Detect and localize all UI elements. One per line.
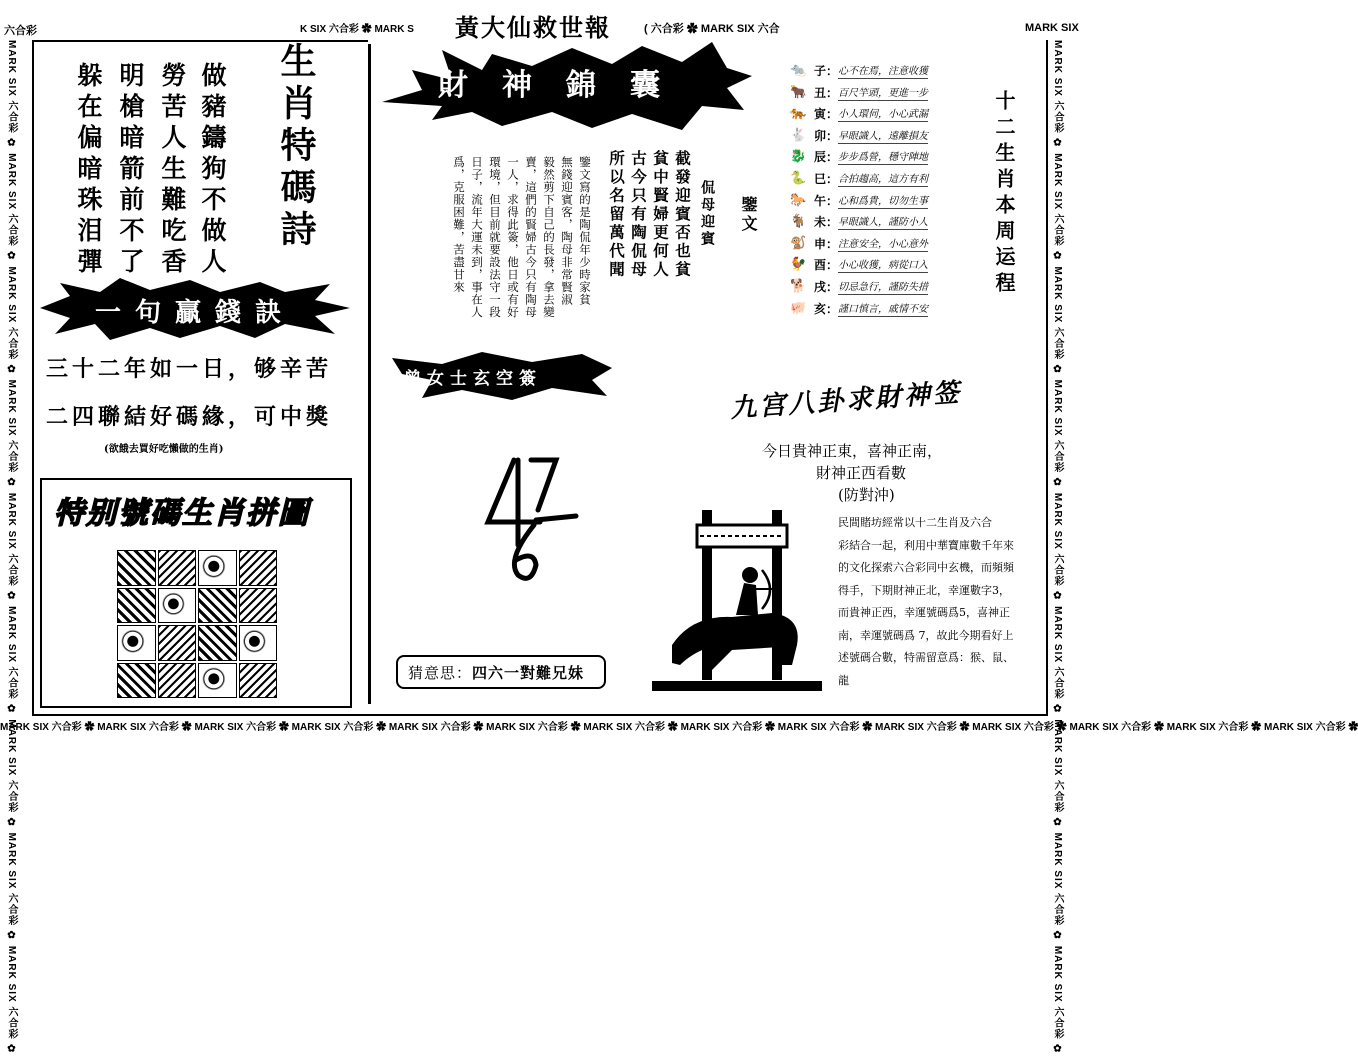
puzzle-tile xyxy=(158,588,197,624)
zodiac-animal-icon: 🐓 xyxy=(790,257,807,273)
fortune-animal: 丑： xyxy=(814,85,839,100)
explain-line-1: 鑒文寫的是陶侃年少時家貧 xyxy=(578,156,592,306)
today-gods-line-1: 今日貴神正東，喜神正南， xyxy=(762,442,943,460)
top-mark-strip-text: K SIX 六合彩 ✿ MARK S xyxy=(300,24,414,35)
fortune-text: 早眼識人，遠離損友 xyxy=(838,127,928,144)
wealth-bag-banner-text: 財神錦囊 xyxy=(438,68,694,103)
story-line-5: 而貴神正西，幸運號碼爲5，喜神正 xyxy=(838,606,1010,619)
fortune-animal: 酉： xyxy=(814,258,839,273)
poem-line-2: 勞苦人生難吃香 xyxy=(158,62,187,279)
guess-label: 猜意思： xyxy=(408,663,473,682)
fortune-row xyxy=(790,168,980,189)
fortune-animal: 巳： xyxy=(814,172,839,186)
nine-palace-story xyxy=(838,512,1048,692)
puzzle-tile xyxy=(158,550,197,586)
zodiac-puzzle-title: 特别號碼生肖拼圖 xyxy=(54,496,310,531)
puzzle-tile xyxy=(239,663,278,699)
riddle-line-3: 古今只有陶侃母 xyxy=(629,150,648,280)
story-line-7: 述號碼合數，特需留意爲：猴、鼠、 xyxy=(838,651,1014,664)
archer-horseman-illustration xyxy=(652,505,832,705)
puzzle-tile xyxy=(239,625,278,661)
puzzle-tile xyxy=(239,588,278,624)
explain-line-8: 爲，克服困難，苦盡甘來 xyxy=(452,156,466,294)
puzzle-tile xyxy=(198,663,237,699)
zodiac-animal-icon: 🐍 xyxy=(790,171,807,186)
riddle-title: 侃母迎賓 xyxy=(699,180,715,248)
right-mark-strip xyxy=(1050,40,1076,1056)
fortune-text: 小心收獲，病從口入 xyxy=(838,256,928,273)
fortune-row xyxy=(790,82,980,103)
poem-line-3: 明槍暗箭前不了 xyxy=(116,62,145,279)
fortune-animal: 辰： xyxy=(814,150,839,165)
right-mark-strip-text: MARK SIX 六合彩 ✿ MARK SIX 六合彩 ✿ MARK SIX 六合彩 ✿ MARK SIX 六合彩 ✿ MARK SIX 六合彩 ✿ MARK SIX 六合彩 ✿ MARK SIX 六合彩 ✿ MARK SIX 六合彩 ✿ MARK SIX 六合彩 ✿ xyxy=(1052,40,1063,1056)
story-line-4: 得手，下期財神正北，幸運數字3， xyxy=(838,583,1010,597)
zodiac-puzzle-box xyxy=(40,478,352,708)
explain-line-5: 一人，求得此簽，他日或有好 xyxy=(506,156,520,319)
guess-text: 四六一對難兄妹 xyxy=(472,663,585,682)
explain-line-4: 賣，這們的賢婦古今只有陶母 xyxy=(524,156,538,319)
one-phrase-line-1: 三十二年如一日，够辛苦 xyxy=(46,356,333,382)
zodiac-puzzle-grid xyxy=(117,550,277,698)
guess-hint-box xyxy=(396,655,606,689)
zodiac-animal-icon: 🐉 xyxy=(790,149,807,165)
zodiac-animal-icon: 🐅 xyxy=(790,106,807,122)
fortune-animal: 卯： xyxy=(814,128,839,143)
fortune-text: 合拍趨高，這方有利 xyxy=(838,170,928,187)
zodiac-animal-icon: 🐒 xyxy=(790,235,807,251)
fortune-row xyxy=(790,125,980,146)
fortune-text: 切忌急行，謹防失措 xyxy=(838,278,928,295)
puzzle-tile xyxy=(239,550,278,586)
fortune-animal: 寅： xyxy=(814,107,839,122)
puzzle-tile xyxy=(117,663,156,699)
fortune-row xyxy=(790,233,980,254)
zodiac-animal-icon: 🐇 xyxy=(790,127,807,143)
fortune-text: 小人環伺，小心武漏 xyxy=(838,105,928,122)
fortune-row xyxy=(790,60,980,81)
fortune-animal: 亥： xyxy=(814,301,839,316)
story-line-2: 彩結合一起，利用中華寶庫數千年來 xyxy=(838,538,1014,552)
poem-title: 生肖特碼詩 xyxy=(275,42,317,252)
fortune-text: 百尺竿頭，更進一步 xyxy=(838,84,928,101)
appraisal-label: 鑒文 xyxy=(739,196,758,234)
left-mark-strip xyxy=(4,40,30,1056)
fortune-row xyxy=(790,103,980,124)
bottom-mark-strip xyxy=(0,718,1358,736)
fortune-animal: 午： xyxy=(814,193,839,208)
fortune-animal: 未： xyxy=(814,215,839,230)
fortune-row xyxy=(790,190,980,211)
fortune-row xyxy=(790,298,980,319)
fortune-row xyxy=(790,211,980,232)
story-line-1: 民間賭坊經常以十二生肖及六合 xyxy=(838,516,992,529)
one-phrase-banner-text: 一句贏錢訣 xyxy=(95,298,296,328)
puzzle-tile xyxy=(198,550,237,586)
lady-banner-text: 曾女士玄空簽 xyxy=(404,369,542,389)
fortune-row xyxy=(790,254,980,275)
corner-right-label: MARK SIX xyxy=(1025,22,1079,34)
explain-line-6: 環境，但目前就要設法守一段 xyxy=(488,156,502,319)
nine-palace-title: 九宫八卦求財神签 xyxy=(729,377,963,425)
explain-line-2: 無錢迎賓客，陶母非常賢淑 xyxy=(560,156,574,306)
riddle-line-1: 截發迎賓否也貧 xyxy=(673,150,692,280)
corner-left-label: 六合彩 xyxy=(4,25,37,37)
fortune-text: 心不在焉，注意收獲 xyxy=(838,62,928,79)
story-line-6: 南，幸運號碼爲 7，故此今期看好上 xyxy=(838,628,1014,642)
fortune-text: 謹口慎言，戚情不安 xyxy=(838,300,928,317)
fortune-animal: 子： xyxy=(814,64,839,78)
riddle-line-2: 貧中賢婦更何人 xyxy=(651,150,670,280)
fortune-text: 步步爲營，穩守陣地 xyxy=(838,148,928,165)
page-title: 黃大仙救世報 xyxy=(455,13,611,42)
puzzle-tile xyxy=(117,625,156,661)
left-frame-line xyxy=(32,40,34,716)
fortune-animal: 戌： xyxy=(814,280,839,294)
zodiac-animal-icon: 🐐 xyxy=(790,214,807,230)
handwritten-numbers xyxy=(476,450,586,590)
zodiac-animal-icon: 🐎 xyxy=(790,192,807,208)
zodiac-animal-icon: 🐂 xyxy=(790,84,807,100)
story-line-3: 的文化探索六合彩同中玄機，而頻頻 xyxy=(838,561,1014,574)
top-left-rule xyxy=(34,40,368,42)
one-phrase-line-2: 二四聯結好碼緣，可中獎 xyxy=(46,404,333,430)
column-divider xyxy=(368,44,371,704)
story-line-8: 龍 xyxy=(838,673,849,687)
puzzle-tile xyxy=(198,588,237,624)
bottom-rule xyxy=(34,714,1046,716)
left-mark-strip-text: MARK SIX 六合彩 ✿ MARK SIX 六合彩 ✿ MARK SIX 六合彩 ✿ MARK SIX 六合彩 ✿ MARK SIX 六合彩 ✿ MARK SIX 六合彩 ✿ MARK SIX 六合彩 ✿ MARK SIX 六合彩 ✿ MARK SIX 六合彩 ✿ xyxy=(6,40,17,1056)
today-gods-line-2: 財神正西看數 xyxy=(816,464,907,482)
poem-line-1: 做豬鑄狗不做人 xyxy=(198,62,227,279)
puzzle-tile xyxy=(117,588,156,624)
today-gods-line-3: (防對沖) xyxy=(838,486,895,504)
zodiac-animal-icon: 🐀 xyxy=(790,63,807,78)
fortune-text: 心和爲貴，切勿生事 xyxy=(838,192,928,209)
fortune-row xyxy=(790,146,980,167)
fortune-text: 注意安全，小心意外 xyxy=(838,235,928,252)
zodiac-animal-icon: 🐕 xyxy=(790,279,807,294)
explain-line-7: 日子，流年大運未到，事在人 xyxy=(470,156,484,319)
zodiac-animal-icon: 🐖 xyxy=(790,300,807,316)
one-phrase-note: (欲餓去買好吃懶做的生肖) xyxy=(104,444,224,455)
fortune-row xyxy=(790,276,980,297)
fortune-text: 早眼識人，謹防小人 xyxy=(838,213,928,230)
fortune-animal: 申： xyxy=(814,236,839,251)
puzzle-tile xyxy=(158,625,197,661)
puzzle-tile xyxy=(158,663,197,699)
puzzle-tile xyxy=(198,625,237,661)
explain-line-3: 毅然剪下自己的長發，拿去變 xyxy=(542,156,556,319)
top-mark-strip xyxy=(300,20,450,38)
bottom-mark-strip-text: MARK SIX 六合彩 ✿ MARK SIX 六合彩 ✿ MARK SIX 六合彩 ✿ MARK SIX 六合彩 ✿ MARK SIX 六合彩 ✿ MARK SIX 六合彩 ✿ MARK SIX 六合彩 ✿ MARK SIX 六合彩 ✿ MARK SIX 六合彩 ✿ MARK SIX 六合彩 ✿ MARK SIX 六合彩 ✿ MARK SIX 六合彩 ✿ MARK SIX 六合彩 ✿ MARK SIX 六合彩 ✿ xyxy=(0,722,1358,733)
riddle-line-4: 所以名留萬代聞 xyxy=(607,150,626,280)
page-subtitle: ( 六合彩 ✿ MARK SIX 六合 xyxy=(644,23,780,35)
puzzle-tile xyxy=(117,550,156,586)
poem-line-4: 躲在偏暗珠泪彈 xyxy=(74,62,103,279)
weekly-fortune-title: 十二生肖本周运程 xyxy=(992,90,1016,298)
